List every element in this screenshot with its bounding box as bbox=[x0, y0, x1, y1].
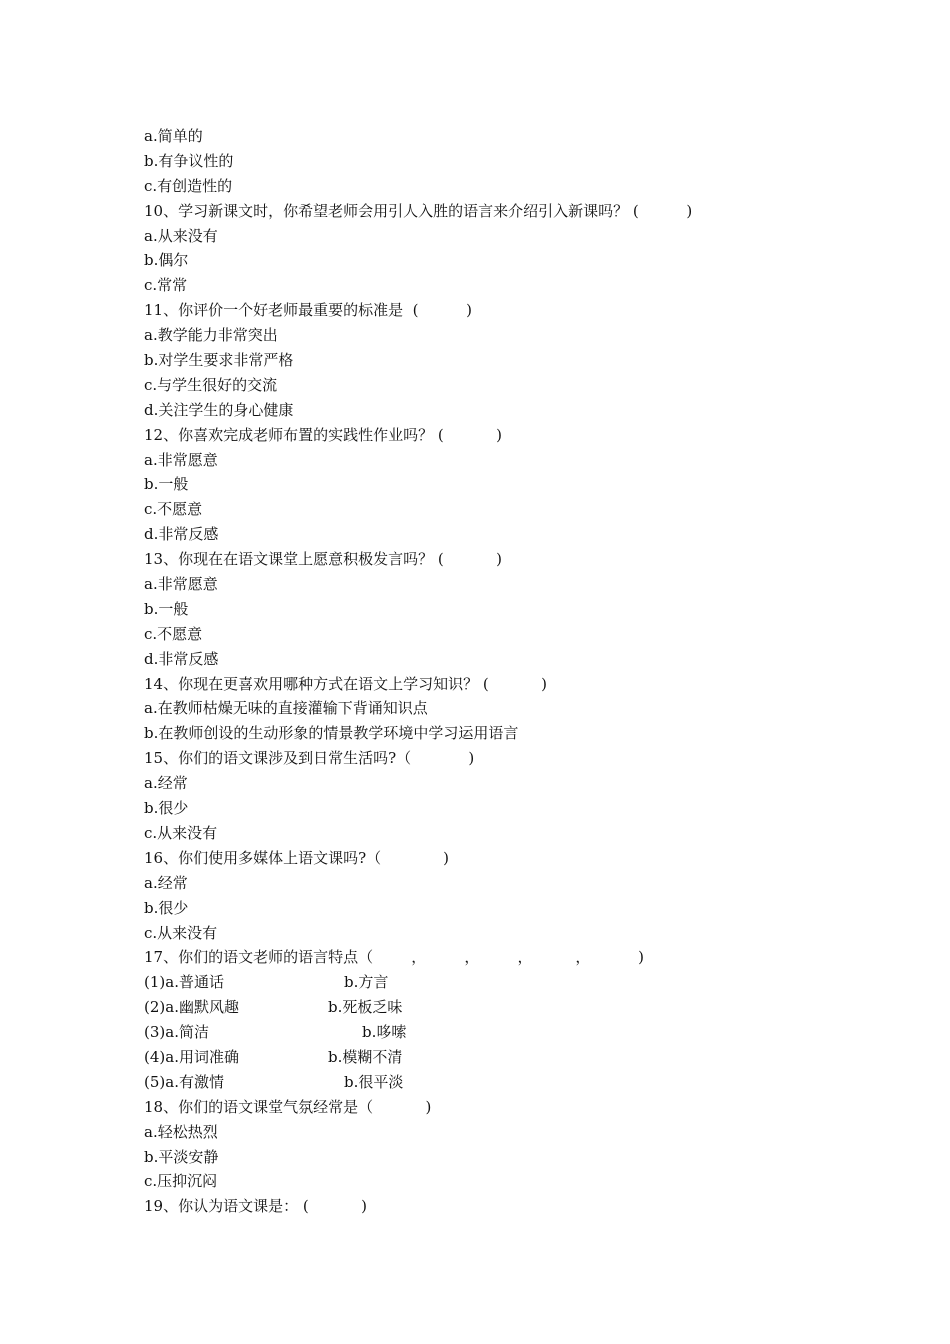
option-text: c.不愿意 bbox=[144, 500, 203, 519]
option-text: b.在教师创设的生动形象的情景教学环境中学习运用语言 bbox=[144, 724, 519, 743]
option-line bbox=[144, 771, 824, 796]
option-line bbox=[144, 323, 824, 348]
question-line bbox=[144, 672, 824, 697]
question-text: 10、学习新课文时，你希望老师会用引人入胜的语言来介绍引入新课吗？ ( ) bbox=[144, 201, 693, 220]
option-text: c.不愿意 bbox=[144, 624, 203, 643]
option-line bbox=[144, 1169, 824, 1194]
question-text: 18、你们的语文课堂气氛经常是（ ) bbox=[144, 1097, 432, 1116]
option-text: c.常常 bbox=[144, 276, 188, 295]
option-text: b.很少 bbox=[144, 898, 189, 917]
option-text: (1)a.普通话 bbox=[144, 973, 224, 992]
question-text: 17、你们的语文老师的语言特点（ ， ， ， ， ) bbox=[144, 948, 644, 967]
option-text: b.平淡安静 bbox=[144, 1147, 219, 1166]
option-text: d.非常反感 bbox=[144, 525, 219, 544]
question-text: 16、你们使用多媒体上语文课吗?（ ) bbox=[144, 848, 449, 867]
question-line bbox=[144, 1095, 824, 1120]
option-text: a.在教师枯燥无味的直接灌输下背诵知识点 bbox=[144, 699, 428, 718]
option-line bbox=[144, 1070, 824, 1095]
option-text: c.与学生很好的交流 bbox=[144, 375, 278, 394]
option-text: d.非常反感 bbox=[144, 649, 219, 668]
option-b-text: b.哆嗦 bbox=[362, 1023, 407, 1042]
option-line bbox=[144, 224, 824, 249]
option-text: b.一般 bbox=[144, 475, 189, 494]
option-text: a.轻松热烈 bbox=[144, 1122, 218, 1141]
option-line bbox=[144, 796, 824, 821]
question-line bbox=[144, 1194, 824, 1219]
option-text: (5)a.有激情 bbox=[144, 1072, 224, 1091]
option-line bbox=[144, 597, 824, 622]
question-line bbox=[144, 945, 824, 970]
option-text: c.压抑沉闷 bbox=[144, 1172, 218, 1191]
option-line bbox=[144, 248, 824, 273]
option-line bbox=[144, 995, 824, 1020]
option-text: a.经常 bbox=[144, 873, 188, 892]
option-text: a.经常 bbox=[144, 774, 188, 793]
option-line bbox=[144, 721, 824, 746]
option-text: a.从来没有 bbox=[144, 226, 218, 245]
option-line bbox=[144, 821, 824, 846]
question-text: 11、你评价一个好老师最重要的标准是 ( ) bbox=[144, 301, 473, 320]
option-line bbox=[144, 373, 824, 398]
option-line bbox=[144, 696, 824, 721]
question-text: 14、你现在更喜欢用哪种方式在语文上学习知识？ ( ) bbox=[144, 674, 548, 693]
option-line bbox=[144, 572, 824, 597]
option-line bbox=[144, 273, 824, 298]
option-line bbox=[144, 124, 824, 149]
option-line bbox=[144, 149, 824, 174]
option-line bbox=[144, 970, 824, 995]
option-line bbox=[144, 921, 824, 946]
survey-questions bbox=[144, 124, 824, 1219]
option-text: b.对学生要求非常严格 bbox=[144, 351, 294, 370]
question-line bbox=[144, 846, 824, 871]
option-b-text: b.方言 bbox=[344, 973, 389, 992]
option-line bbox=[144, 348, 824, 373]
option-line bbox=[144, 472, 824, 497]
option-b-text: b.死板乏味 bbox=[328, 998, 403, 1017]
question-line bbox=[144, 298, 824, 323]
option-text: a.简单的 bbox=[144, 127, 203, 145]
option-line bbox=[144, 1045, 824, 1070]
option-text: b.很少 bbox=[144, 799, 189, 818]
option-text: b.偶尔 bbox=[144, 251, 189, 270]
question-line bbox=[144, 547, 824, 572]
option-line bbox=[144, 1020, 824, 1045]
question-text: 19、你认为语文课是： ( ) bbox=[144, 1197, 368, 1216]
option-text: b.一般 bbox=[144, 599, 189, 618]
option-text: d.关注学生的身心健康 bbox=[144, 400, 294, 419]
option-line bbox=[144, 174, 824, 199]
question-text: 15、你们的语文课涉及到日常生活吗?（ ) bbox=[144, 749, 475, 768]
option-text: b.有争议性的 bbox=[144, 151, 234, 170]
option-line bbox=[144, 522, 824, 547]
question-line bbox=[144, 199, 824, 224]
option-line bbox=[144, 896, 824, 921]
option-text: (3)a.简洁 bbox=[144, 1023, 209, 1042]
option-text: c.从来没有 bbox=[144, 923, 218, 942]
option-b-text: b.很平淡 bbox=[344, 1072, 404, 1091]
option-line bbox=[144, 1120, 824, 1145]
option-line bbox=[144, 871, 824, 896]
option-line bbox=[144, 1145, 824, 1170]
option-text: c.有创造性的 bbox=[144, 176, 233, 195]
option-line bbox=[144, 497, 824, 522]
question-text: 12、你喜欢完成老师布置的实践性作业吗？ ( ) bbox=[144, 425, 503, 444]
option-text: c.从来没有 bbox=[144, 823, 218, 842]
question-text: 13、你现在在语文课堂上愿意积极发言吗？ ( ) bbox=[144, 550, 503, 569]
option-line bbox=[144, 647, 824, 672]
option-line bbox=[144, 448, 824, 473]
option-text: a.教学能力非常突出 bbox=[144, 326, 278, 345]
option-text: (2)a.幽默风趣 bbox=[144, 998, 239, 1017]
option-text: a.非常愿意 bbox=[144, 575, 218, 594]
option-text: (4)a.用词准确 bbox=[144, 1047, 239, 1066]
option-line bbox=[144, 622, 824, 647]
option-text: a.非常愿意 bbox=[144, 450, 218, 469]
option-line bbox=[144, 398, 824, 423]
question-line bbox=[144, 746, 824, 771]
option-b-text: b.模糊不清 bbox=[328, 1047, 403, 1066]
question-line bbox=[144, 423, 824, 448]
